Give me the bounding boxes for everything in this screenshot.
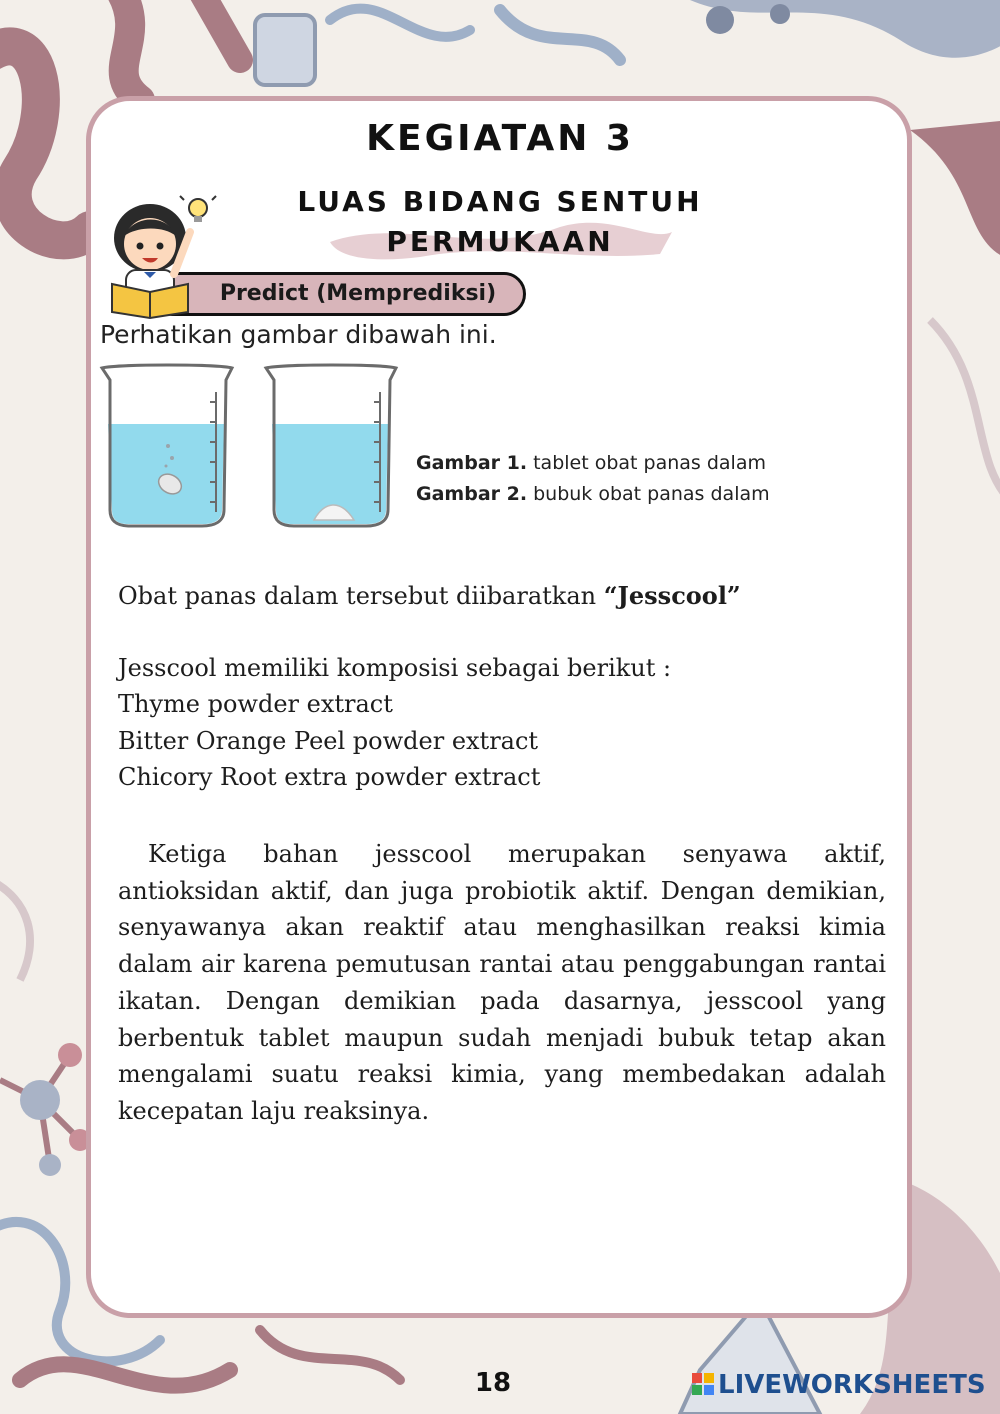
ingredient-item: Chicory Root extra powder extract <box>118 763 541 791</box>
analogy-prefix: Obat panas dalam tersebut diibaratkan <box>118 582 604 610</box>
composition-heading: Jesscool memiliki komposisi sebagai berikut : <box>118 654 672 682</box>
caption-1-label: Gambar 1. <box>416 452 528 474</box>
caption-2-text: bubuk obat panas dalam <box>527 483 770 505</box>
page-number: 18 <box>474 1368 512 1398</box>
page-title: KEGIATAN 3 <box>366 118 634 159</box>
caption-2-label: Gambar 2. <box>416 483 528 505</box>
ingredient-item: Thyme powder extract <box>118 690 393 718</box>
ingredient-item: Bitter Orange Peel powder extract <box>118 727 539 755</box>
girl-reading-illustration <box>98 192 228 320</box>
section-label-predict: Predict (Memprediksi) <box>150 272 526 316</box>
analogy-line <box>118 581 741 610</box>
intro-text: Perhatikan gambar dibawah ini. <box>100 320 497 349</box>
explanation-paragraph: Ketiga bahan jesscool merupakan senyawa aktif, antioksidan aktif, dan juga probiotik aktif. Dengan demikian, senyawanya akan reaktif atau menghasilkan reaksi kimia dalam air karena pemutusan rantai atau penggabungan rantai ikatan. Dengan demikian pada dasarnya, jesscool yang berbentuk tablet maupun sudah menjadi bubuk tetap akan mengalami suatu reaksi kimia, yang membedakan adalah kecepatan laju reaksinya. <box>118 840 886 1125</box>
caption-1-text: tablet obat panas dalam <box>527 452 766 474</box>
analogy-name: “Jesscool” <box>603 581 741 610</box>
beaker-tablet-illustration <box>98 362 238 530</box>
brand-name: LIVEWORKSHEETS <box>718 1370 986 1400</box>
beaker-powder-illustration <box>262 362 402 530</box>
liveworksheets-logo-icon <box>692 1373 714 1395</box>
figure-caption-1 <box>416 452 766 474</box>
brand-watermark <box>692 1370 986 1406</box>
figure-caption-2 <box>416 483 770 505</box>
page-subtitle-line1: LUAS BIDANG SENTUH <box>297 185 703 218</box>
page-subtitle-line2: PERMUKAAN <box>386 225 614 258</box>
